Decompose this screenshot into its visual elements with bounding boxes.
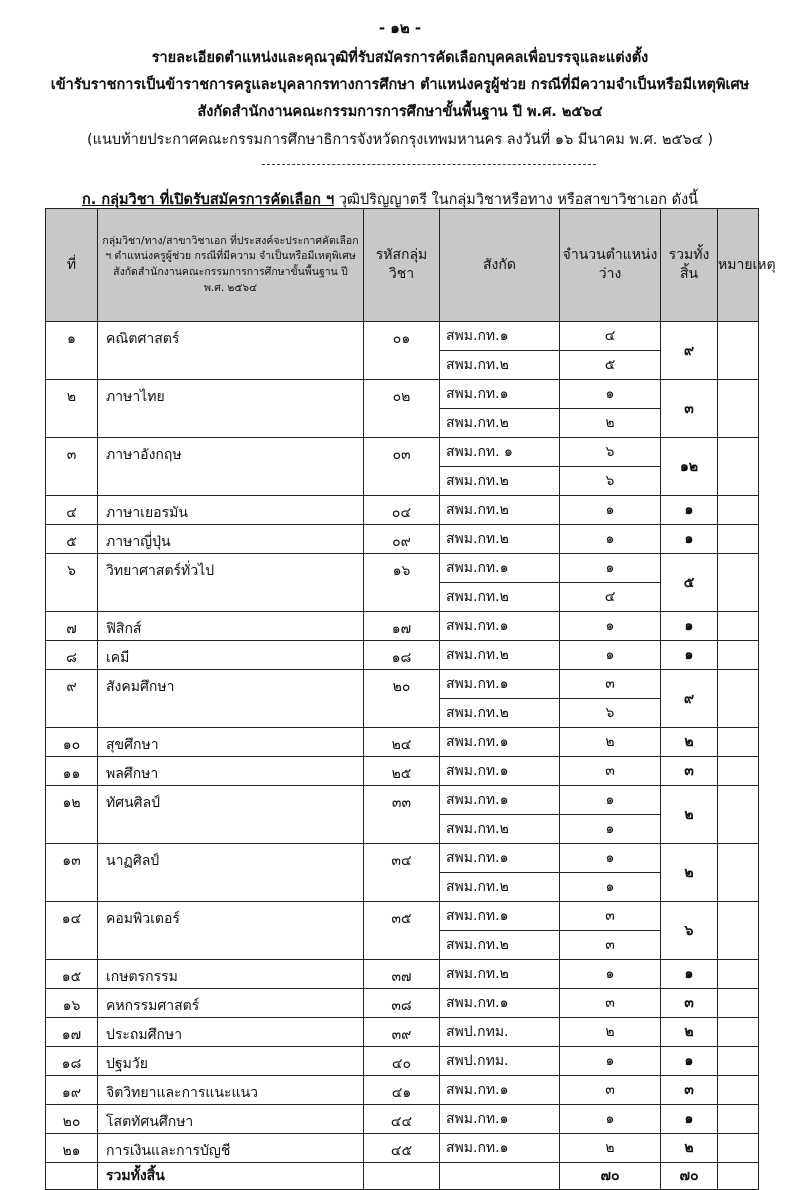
row-number: ๓: [46, 438, 98, 496]
affiliation-cell: สพม.กท.๑: [446, 734, 509, 750]
row-code: ๐๑: [364, 322, 440, 380]
row-remark: [718, 525, 759, 554]
row-code: ๓๓: [364, 786, 440, 844]
row-subject: ทัศนศิลป์: [98, 786, 364, 844]
row-subject: ภาษาเยอรมัน: [98, 496, 364, 525]
row-subject: การเงินและการบัญชี: [98, 1134, 364, 1163]
row-number: ๑๕: [46, 960, 98, 989]
row-number: ๗: [46, 612, 98, 641]
row-subject: ภาษาอังกฤษ: [98, 438, 364, 496]
vacancy-count-cell: ๑: [605, 792, 615, 808]
row-subject: คอมพิวเตอร์: [98, 902, 364, 960]
row-remark: [718, 1134, 759, 1163]
row-vacancies: [560, 1018, 661, 1047]
row-subject: ภาษาไทย: [98, 380, 364, 438]
vacancy-count-cell: ๓: [605, 995, 615, 1011]
table-row: [46, 728, 759, 757]
vacancy-count-cell: ๓: [605, 676, 615, 692]
row-code: ๑๖: [364, 554, 440, 612]
row-number: ๒๐: [46, 1105, 98, 1134]
table-row: [46, 612, 759, 641]
affiliation-cell: สพม.กท.๒: [446, 502, 509, 518]
affiliation-cell: สพม.กท. ๑: [446, 444, 513, 460]
affiliation-cell: สพม.กท.๑: [446, 1140, 509, 1156]
table-row: [46, 1134, 759, 1163]
vacancy-count-cell: ๑: [605, 1053, 615, 1069]
row-code: ๐๔: [364, 496, 440, 525]
row-subject: พลศึกษา: [98, 757, 364, 786]
row-code: ๓๔: [364, 844, 440, 902]
vacancy-count-cell: ๖: [560, 466, 660, 495]
row-number: ๕: [46, 525, 98, 554]
row-vacancies: [560, 322, 661, 380]
row-number: ๑๙: [46, 1076, 98, 1105]
table-row: [46, 1018, 759, 1047]
row-total: ๒: [661, 1134, 718, 1163]
row-total: ๑๒: [661, 438, 718, 496]
row-affiliations: [440, 989, 560, 1018]
grand-total-sum: ๗๐: [661, 1163, 718, 1190]
row-affiliations: [440, 554, 560, 612]
row-vacancies: [560, 989, 661, 1018]
vacancy-count-cell: ๕: [560, 350, 660, 379]
title-line-3: สังกัดสำนักงานคณะกรรมการการศึกษาขั้นพื้นฐาน ปี พ.ศ. ๒๕๖๔: [197, 104, 603, 120]
vacancy-count-cell: ๖: [605, 444, 615, 460]
row-remark: [718, 612, 759, 641]
row-number: ๑๗: [46, 1018, 98, 1047]
grand-total-vacancies: ๗๐: [560, 1163, 661, 1190]
row-remark: [718, 670, 759, 728]
row-subject: คณิตศาสตร์: [98, 322, 364, 380]
row-affiliations: [440, 757, 560, 786]
table-row: [46, 496, 759, 525]
title-line-1: รายละเอียดตำแหน่งและคุณวุฒิที่รับสมัครการคัดเลือกบุคคลเพื่อบรรจุและแต่งตั้ง: [151, 50, 649, 66]
row-vacancies: [560, 380, 661, 438]
affiliation-cell: สพม.กท.๑: [446, 850, 509, 866]
row-total: ๑: [661, 1105, 718, 1134]
row-total: ๓: [661, 380, 718, 438]
row-number: ๘: [46, 641, 98, 670]
row-code: ๔๕: [364, 1134, 440, 1163]
row-affiliations: [440, 902, 560, 960]
row-number: ๒: [46, 380, 98, 438]
row-affiliations: [440, 844, 560, 902]
row-total: ๒: [661, 844, 718, 902]
row-total: ๑: [661, 1047, 718, 1076]
row-total: ๑: [661, 525, 718, 554]
grand-total-empty: [718, 1163, 759, 1190]
row-code: ๓๕: [364, 902, 440, 960]
row-subject: ประถมศึกษา: [98, 1018, 364, 1047]
row-total: ๑: [661, 960, 718, 989]
row-code: ๐๒: [364, 380, 440, 438]
row-subject: โสตทัศนศึกษา: [98, 1105, 364, 1134]
row-affiliations: [440, 960, 560, 989]
vacancy-count-cell: ๑: [605, 618, 615, 634]
row-number: ๖: [46, 554, 98, 612]
section-description: วุฒิปริญญาตรี ในกลุ่มวิชาหรือทาง หรือสาขาวิชาเอก ดังนี้: [334, 192, 699, 208]
row-remark: [718, 322, 759, 380]
vacancy-count-cell: ๑: [605, 531, 615, 547]
row-affiliations: [440, 1047, 560, 1076]
row-vacancies: [560, 902, 661, 960]
row-affiliations: [440, 1105, 560, 1134]
vacancy-count-cell: ๒: [605, 1140, 615, 1156]
table-row: [46, 1105, 759, 1134]
row-code: ๒๐: [364, 670, 440, 728]
affiliation-cell: สพม.กท.๒: [440, 350, 559, 379]
row-vacancies: [560, 960, 661, 989]
row-number: ๑๖: [46, 989, 98, 1018]
affiliation-cell: สพม.กท.๑: [446, 386, 509, 402]
row-vacancies: [560, 844, 661, 902]
row-remark: [718, 728, 759, 757]
table-row: [46, 960, 759, 989]
table-row: [46, 1047, 759, 1076]
vacancy-count-cell: ๖: [560, 698, 660, 727]
row-affiliations: [440, 786, 560, 844]
row-total: ๓: [661, 989, 718, 1018]
affiliation-cell: สพม.กท.๑: [446, 763, 509, 779]
table-header-row: [46, 209, 759, 322]
row-subject: จิตวิทยาและการแนะแนว: [98, 1076, 364, 1105]
row-affiliations: [440, 496, 560, 525]
vacancy-count-cell: ๒: [605, 1024, 615, 1040]
vacancy-count-cell: ๒: [560, 408, 660, 437]
row-remark: [718, 960, 759, 989]
row-remark: [718, 1018, 759, 1047]
row-vacancies: [560, 612, 661, 641]
row-remark: [718, 496, 759, 525]
table-row: [46, 670, 759, 728]
affiliation-cell: สพม.กท.๒: [440, 698, 559, 727]
vacancy-count-cell: ๑: [605, 1111, 615, 1127]
vacancy-count-cell: ๑: [560, 872, 660, 901]
vacancy-count-cell: ๑: [605, 850, 615, 866]
row-affiliations: [440, 641, 560, 670]
vacancy-count-cell: ๑: [605, 502, 615, 518]
table-row: [46, 380, 759, 438]
row-total: ๓: [661, 757, 718, 786]
row-code: ๑๘: [364, 641, 440, 670]
table-row: [46, 757, 759, 786]
row-subject: นาฏศิลป์: [98, 844, 364, 902]
vacancy-count-cell: ๑: [605, 966, 615, 982]
row-code: ๔๔: [364, 1105, 440, 1134]
separator-line: [262, 164, 596, 165]
table-row: [46, 844, 759, 902]
row-remark: [718, 757, 759, 786]
positions-table: [45, 208, 776, 1190]
row-total: ๑: [661, 641, 718, 670]
affiliation-cell: สพม.กท.๑: [446, 328, 509, 344]
row-vacancies: [560, 554, 661, 612]
row-code: ๔๐: [364, 1047, 440, 1076]
row-remark: [718, 989, 759, 1018]
row-total: ๙: [661, 670, 718, 728]
row-remark: [718, 1076, 759, 1105]
affiliation-cell: สพม.กท.๑: [446, 1111, 509, 1127]
row-remark: [718, 786, 759, 844]
row-remark: [718, 902, 759, 960]
affiliation-cell: สพม.กท.๒: [440, 466, 559, 495]
row-vacancies: [560, 786, 661, 844]
row-remark: [718, 844, 759, 902]
vacancy-count-cell: ๓: [560, 930, 660, 959]
row-code: ๒๕: [364, 757, 440, 786]
row-subject: สุขศึกษา: [98, 728, 364, 757]
row-affiliations: [440, 612, 560, 641]
row-vacancies: [560, 757, 661, 786]
row-remark: [718, 641, 759, 670]
table-row: [46, 786, 759, 844]
row-total: ๕: [661, 554, 718, 612]
table-row: [46, 989, 759, 1018]
vacancy-count-cell: ๔: [560, 582, 660, 611]
affiliation-cell: สพม.กท.๒: [440, 408, 559, 437]
row-vacancies: [560, 641, 661, 670]
row-total: ๖: [661, 902, 718, 960]
grand-total-empty: [440, 1163, 560, 1190]
row-total: ๑: [661, 496, 718, 525]
row-code: ๓๙: [364, 1018, 440, 1047]
affiliation-cell: สพม.กท.๒: [446, 966, 509, 982]
affiliation-cell: สพม.กท.๒: [440, 872, 559, 901]
row-total: ๑: [661, 612, 718, 641]
vacancy-count-cell: ๔: [604, 328, 616, 344]
row-number: ๔: [46, 496, 98, 525]
row-remark: [718, 554, 759, 612]
vacancy-count-cell: ๓: [605, 763, 615, 779]
row-affiliations: [440, 1018, 560, 1047]
row-affiliations: [440, 1134, 560, 1163]
row-remark: [718, 1047, 759, 1076]
row-number: ๑๓: [46, 844, 98, 902]
affiliation-cell: สพม.กท.๑: [446, 1082, 509, 1098]
title-line-2: เข้ารับราชการเป็นข้าราชการครูและบุคลากรทางการศึกษา ตำแหน่งครูผู้ช่วย กรณีที่มีความจำเป็นหรือมีเหตุพิเศษ: [50, 77, 750, 93]
table-row: [46, 902, 759, 960]
row-number: ๑: [46, 322, 98, 380]
row-vacancies: [560, 496, 661, 525]
row-affiliations: [440, 728, 560, 757]
affiliation-cell: สพม.กท.๒: [440, 582, 559, 611]
vacancy-count-cell: ๓: [605, 1082, 615, 1098]
row-vacancies: [560, 525, 661, 554]
row-vacancies: [560, 670, 661, 728]
header-total: รวมทั้งสิ้น: [661, 209, 718, 322]
grand-total-empty: [364, 1163, 440, 1190]
vacancy-count-cell: ๑: [605, 647, 615, 663]
row-affiliations: [440, 525, 560, 554]
row-affiliations: [440, 438, 560, 496]
header-code: รหัสกลุ่มวิชา: [364, 209, 440, 322]
affiliation-cell: สพม.กท.๑: [446, 676, 509, 692]
row-number: ๑๔: [46, 902, 98, 960]
grand-total-row: [46, 1163, 759, 1190]
vacancy-count-cell: ๒: [605, 734, 615, 750]
row-vacancies: [560, 438, 661, 496]
row-affiliations: [440, 322, 560, 380]
table-row: [46, 641, 759, 670]
grand-total-empty: [46, 1163, 98, 1190]
row-code: ๐๙: [364, 525, 440, 554]
row-affiliations: [440, 670, 560, 728]
affiliation-cell: สพม.กท.๒: [440, 930, 559, 959]
row-total: ๙: [661, 322, 718, 380]
table-row: [46, 438, 759, 496]
row-subject: คหกรรมศาสตร์: [98, 989, 364, 1018]
affiliation-cell: สพป.กทม.: [446, 1024, 509, 1040]
row-subject: เคมี: [98, 641, 364, 670]
row-number: ๑๘: [46, 1047, 98, 1076]
row-subject: ปฐมวัย: [98, 1047, 364, 1076]
affiliation-cell: สพม.กท.๑: [446, 995, 509, 1011]
page-number: - ๑๒ -: [378, 19, 422, 37]
row-affiliations: [440, 380, 560, 438]
row-code: ๔๑: [364, 1076, 440, 1105]
row-code: ๓๘: [364, 989, 440, 1018]
header-no: ที่: [46, 209, 98, 322]
row-number: ๒๑: [46, 1134, 98, 1163]
affiliation-cell: สพม.กท.๒: [440, 814, 559, 843]
row-subject: เกษตรกรรม: [98, 960, 364, 989]
vacancy-count-cell: ๓: [605, 908, 615, 924]
affiliation-cell: สพม.กท.๑: [446, 792, 509, 808]
header-vacancies: จำนวนตำแหน่งว่าง: [560, 209, 661, 322]
affiliation-cell: สพม.กท.๒: [446, 531, 509, 547]
row-vacancies: [560, 1047, 661, 1076]
header-affiliation: สังกัด: [440, 209, 560, 322]
table-row: [46, 525, 759, 554]
row-total: ๓: [661, 1076, 718, 1105]
row-number: ๑๒: [46, 786, 98, 844]
row-subject: สังคมศึกษา: [98, 670, 364, 728]
row-vacancies: [560, 1076, 661, 1105]
table-row: [46, 322, 759, 380]
vacancy-count-cell: ๑: [605, 560, 615, 576]
row-total: ๒: [661, 1018, 718, 1047]
table-row: [46, 554, 759, 612]
header-group: กลุ่มวิชา/ทาง/สาขาวิชาเอก ที่ประสงค์จะประกาศคัดเลือก ฯ ตำแหน่งครูผู้ช่วย กรณีที่มีความ จำเป็นหรือมีเหตุพิเศษ สังกัดสำนักงานคณะกรรมการการศึกษาขั้นพื้นฐาน ปี พ.ศ. ๒๕๖๔: [98, 209, 364, 322]
row-code: ๓๗: [364, 960, 440, 989]
row-subject: ฟิสิกส์: [98, 612, 364, 641]
affiliation-cell: สพป.กทม.: [446, 1053, 509, 1069]
vacancy-count-cell: ๑: [560, 814, 660, 843]
row-remark: [718, 380, 759, 438]
row-number: ๑๐: [46, 728, 98, 757]
row-vacancies: [560, 1134, 661, 1163]
row-total: ๒: [661, 786, 718, 844]
row-number: ๙: [46, 670, 98, 728]
row-code: ๑๗: [364, 612, 440, 641]
affiliation-cell: สพม.กท.๑: [446, 560, 509, 576]
header-remark: หมายเหตุ: [718, 209, 759, 322]
row-vacancies: [560, 1105, 661, 1134]
section-label: ก. กลุ่มวิชา ที่เปิดรับสมัครการคัดเลือก ฯ: [82, 192, 335, 208]
row-subject: วิทยาศาสตร์ทั่วไป: [98, 554, 364, 612]
row-number: ๑๑: [46, 757, 98, 786]
table-row: [46, 1076, 759, 1105]
row-total: ๒: [661, 728, 718, 757]
row-affiliations: [440, 1076, 560, 1105]
row-subject: ภาษาญี่ปุ่น: [98, 525, 364, 554]
vacancy-count-cell: ๑: [605, 386, 615, 402]
row-code: ๐๓: [364, 438, 440, 496]
affiliation-cell: สพม.กท.๒: [446, 647, 509, 663]
row-remark: [718, 438, 759, 496]
reference-line: (แนบท้ายประกาศคณะกรรมการศึกษาธิการจังหวัดกรุงเทพมหานคร ลงวันที่ ๑๖ มีนาคม พ.ศ. ๒๕๖๔ ): [87, 132, 713, 148]
affiliation-cell: สพม.กท.๑: [446, 618, 509, 634]
grand-total-label: รวมทั้งสิ้น: [98, 1163, 364, 1190]
row-code: ๒๔: [364, 728, 440, 757]
row-vacancies: [560, 728, 661, 757]
affiliation-cell: สพม.กท.๑: [446, 908, 509, 924]
row-remark: [718, 1105, 759, 1134]
